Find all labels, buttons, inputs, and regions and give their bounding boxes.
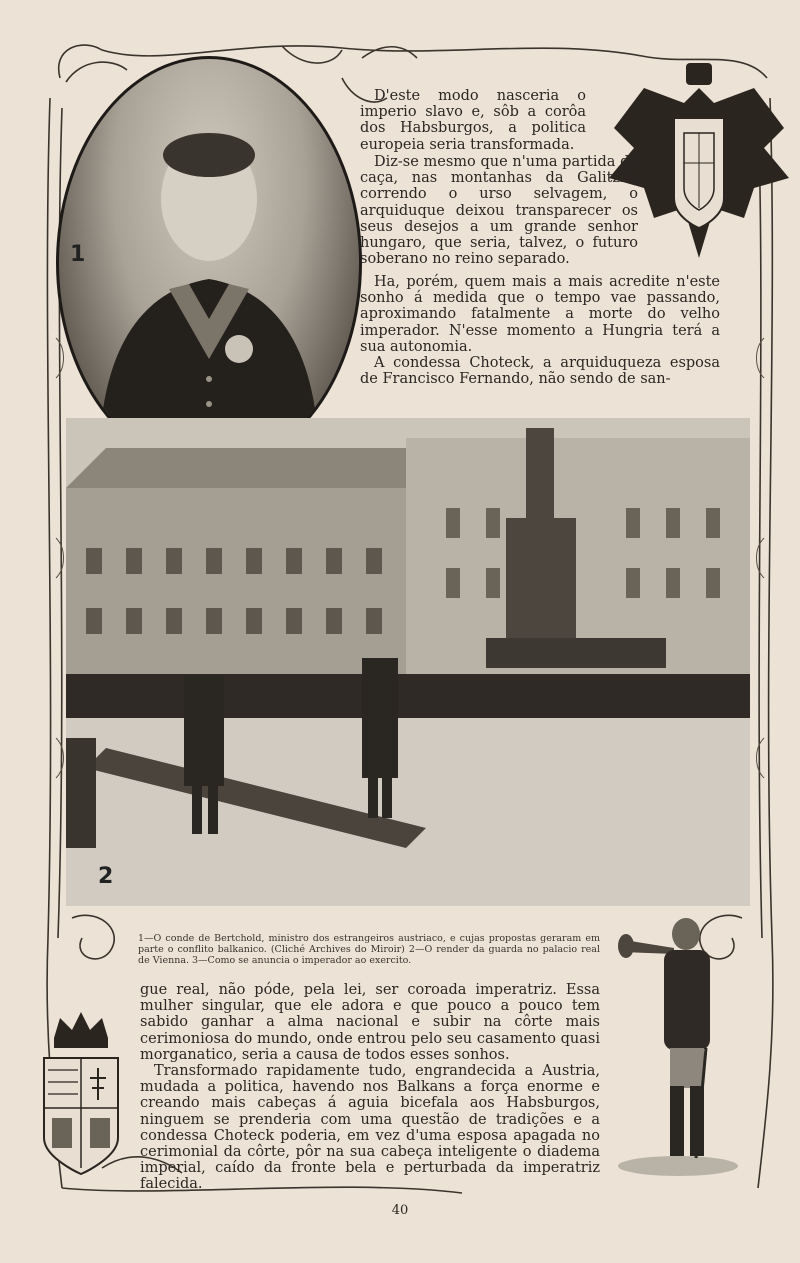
paragraph-5: Transformado rapidamente tudo, engrandecida a Austria, mudada a politica, havendo nos Balkans a força enorme e creando mais cabeças á aguia bicefala aos Habsburgos, ninguem se prenderia com uma questão de tradições e a condessa Choteck poderia, em vez d'uma esposa apagada no cerimonial da côrte, pôr na sua cabeça inteligente o diadema imperial, caído da fronte bela e perturbada da imperatriz falecida. bbox=[140, 1063, 600, 1193]
paragraph-4-continuation: gue real, não póde, pela lei, ser coroada imperatriz. Essa mulher singular, que ele adora e que pouco a pouco tem sabido ganhar a alma nacional e subir na côrte mais cerimoniosa do mundo, onde entrou pelo seu casamento quasi morganatico, seria a causa de todos esses sonhos. bbox=[140, 982, 600, 1063]
portrait-photo-count-berchtold bbox=[56, 56, 362, 470]
palace-guard-photo bbox=[66, 418, 750, 906]
article-text-top bbox=[360, 88, 586, 153]
paragraph-4-start: A condessa Choteck, a arquiduqueza esposa de Francisco Fernando, não sendo de san- bbox=[360, 355, 720, 388]
article-text-bottom bbox=[140, 982, 600, 1193]
article-text-upper bbox=[360, 154, 638, 267]
paragraph-2: Diz-se mesmo que n'uma partida de caça, nas montanhas da Galitzia, correndo o urso selvagem, o arquiduque deixou transparecer os seus desejos a um grande senhor hungaro, que seria, talvez, o futuro soberano no reino separado. bbox=[360, 154, 638, 268]
article-text-mid bbox=[360, 274, 720, 387]
page-number: 40 bbox=[391, 1203, 409, 1218]
paragraph-1: D'este modo nasceria o imperio slavo e, sôb a corôa dos Habsburgos, a politica europeia seria transformada. bbox=[360, 88, 586, 153]
photo-caption: 1—O conde de Bertchold, ministro dos estrangeiros austriaco, e cujas propostas geraram em parte o conflito balkanico. (Cliché Archives do Miroir) 2—O render da guarda no palacio real de Vienna. 3—Como se anuncia o imperador ao exercito. bbox=[138, 933, 600, 966]
figure-number-1: 1 bbox=[70, 242, 86, 267]
paragraph-3: Ha, porém, quem mais a mais acredite n'este sonho á medida que o tempo vae passando, aproximando fatalmente a morte do velho imperador. N'esse momento a Hungria terá a sua autonomia. bbox=[360, 274, 720, 355]
herald-trumpeter-photo bbox=[614, 908, 742, 1178]
hungarian-crest-icon bbox=[40, 1008, 122, 1178]
figure-number-2: 2 bbox=[98, 864, 114, 889]
